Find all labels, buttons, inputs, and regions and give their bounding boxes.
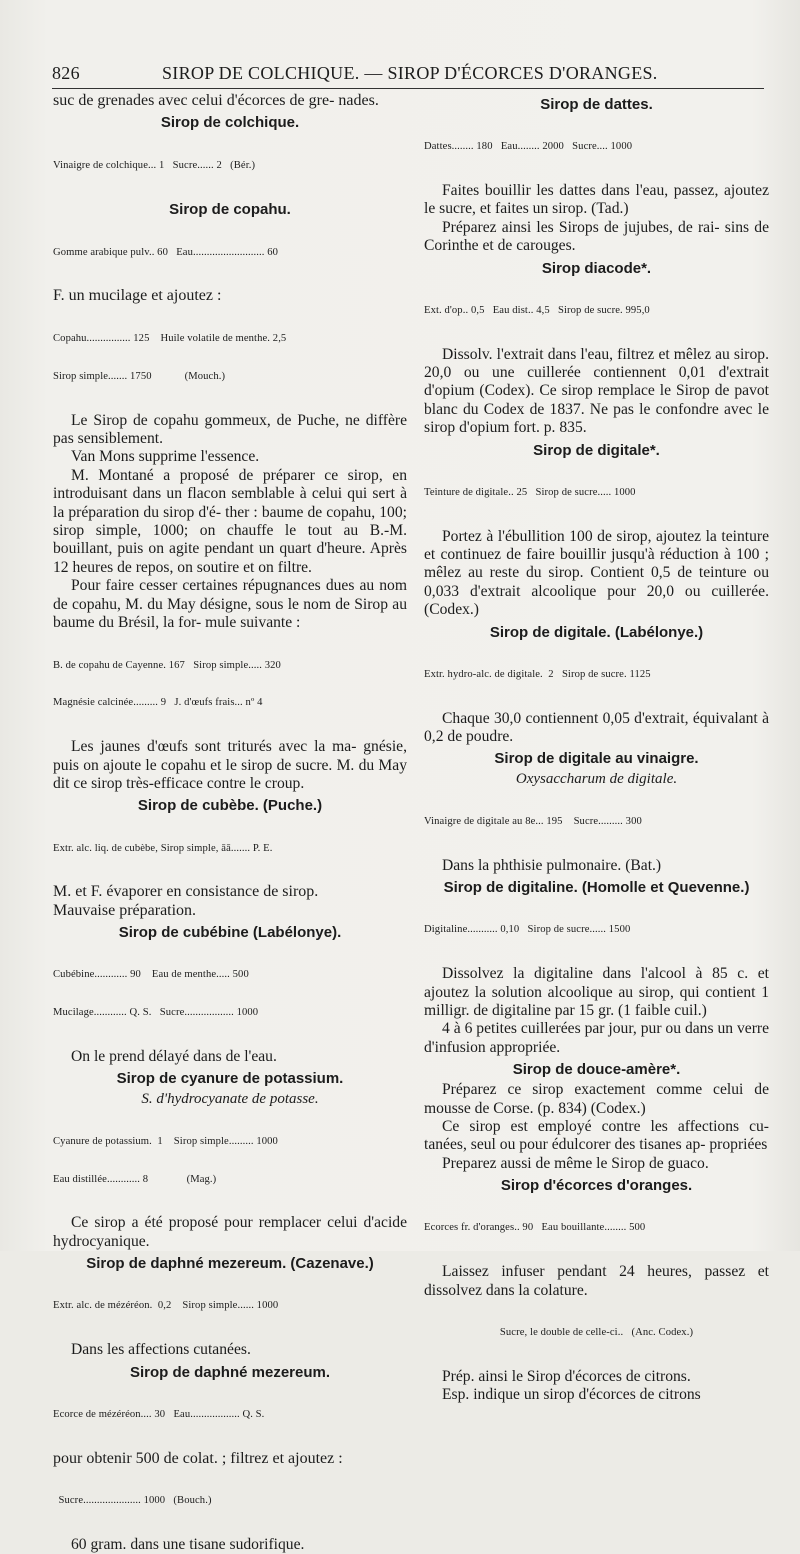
paragraph: M. Montané a proposé de préparer ce sirop, en introduisant dans un flacon semblable à celui qui sert à la préparation du sirop d'é- ther : baume de copahu, 100; sirop simple, 1000; on chauffe le tout au B.-M. bouillant, puis on agite pendant un quart d'heure. Après 12 heures de repos, on soutire et on filtre. [53,466,407,576]
paragraph: Les jaunes d'œufs sont triturés avec la ma- gnésie, puis on ajoute le copahu et le sirop de sucre. M. du May dit ce sirop très-efficace contre le croup. [53,738,407,792]
section-heading: Sirop de daphné mezereum. (Cazenave.) [86,1255,374,1273]
paragraph: Esp. indique un sirop d'écorces de citrons [442,1386,701,1404]
recipe-colchique [53,134,407,197]
recipe-line: Ecorce de mézéréon.... 30 Eau.................. Q. S. [53,1408,265,1420]
paragraph: Ce sirop a été proposé pour remplacer celui d'acide hydrocyanique. [53,1214,407,1250]
recipe-line: B. de copahu de Cayenne. 167 Sirop simple..... 320 [53,659,281,671]
section-heading: Sirop de cubébine (Labélonye). [118,924,342,942]
paragraph: Dans les affections cutanées. [71,1341,251,1359]
paragraph: Preparez aussi de même le Sirop de guaco. [442,1154,709,1172]
paragraph: Dissolvez la digitaline dans l'alcool à 85 c. et ajoutez la solution alcoolique au sirop, qui contient 1 milligr. de digitaline par 15 gr. (1 faible cuil.) [424,965,769,1019]
recipe-cyanure [53,1111,407,1212]
recipe-line: Sucre..................... 1000 (Bouch.) [53,1495,212,1507]
paragraph: Le Sirop de copahu gommeux, de Puche, ne diffère pas sensiblement. [53,411,407,447]
recipe-digitaline [424,899,769,962]
recipe-digitale [424,462,769,525]
section-heading: Sirop de digitaline. (Homolle et Quevenne.) [443,879,750,897]
recipe-line: Sirop simple....... 1750 (Mouch.) [53,370,226,382]
recipe-daphne-3 [53,1470,407,1533]
page-number: 826 [52,63,80,83]
section-heading: Sirop de cubèbe. (Puche.) [137,797,323,815]
section-heading: Sirop de digitale. (Labélonye.) [489,623,704,641]
recipe-cubebe [53,817,407,880]
recipe-line: Copahu................ 125 Huile volatile de menthe. 2,5 [53,332,287,344]
section-heading: Sirop diacode*. [541,259,652,277]
recipe-line: Extr. alc. liq. de cubèbe, Sirop simple, āā....... P. E. [53,842,273,854]
section-heading: Sirop de copahu. [169,201,291,219]
section-heading: Sirop de dattes. [540,96,653,113]
section-subheading: S. d'hydrocyanate de potasse. [141,1091,319,1108]
recipe-line: Eau distillée............ 8 (Mag.) [53,1173,217,1185]
recipe-daphne-2 [53,1384,407,1447]
recipe-line: Sucre, le double de celle-ci.. (Anc. Codex.) [499,1327,694,1339]
recipe-vinaigre [424,791,769,854]
recipe-line: Dattes........ 180 Eau........ 2000 Sucre.... 1000 [424,141,633,153]
paragraph: On le prend délayé dans de l'eau. [71,1047,277,1065]
paragraph: 60 gram. dans une tisane sudorifique. [71,1535,305,1553]
running-title: SIROP DE COLCHIQUE. — SIROP D'ÉCORCES D'ORANGES. [162,63,658,83]
recipe-line: Cyanure de potassium. 1 Sirop simple......... 1000 [53,1135,278,1147]
paragraph: Van Mons supprime l'essence. [71,448,260,466]
recipe-line: Gomme arabique pulv.. 60 Eau.......................... 60 [53,246,278,258]
section-heading: Sirop de daphné mezereum. [129,1363,331,1381]
recipe-line: Digitaline........... 0,10 Sirop de sucre...... 1500 [424,924,631,936]
section-heading: Sirop de douce-amère*. [512,1061,681,1079]
recipe-diacode [424,280,769,343]
section-heading: Sirop de digitale*. [533,441,660,459]
recipe-digitale-labelonye [424,644,769,707]
recipe-line: Ext. d'op.. 0,5 Eau dist.. 4,5 Sirop de sucre. 995,0 [424,304,650,316]
paragraph: Chaque 30,0 contiennent 0,05 d'extrait, équivalant à 0,2 de poudre. [424,709,769,745]
recipe-copahu-1 [53,221,407,284]
recipe-copahu-2 [53,308,407,409]
paragraph: Portez à l'ébullition 100 de sirop, ajoutez la teinture et continuez de faire bouillir jusqu'à réduction à 100 ; mêlez au reste du sirop. Contient 0,5 de teinture ou 0,033 d'extrait alcoolique pour 20,0 ou cuillerée. (Codex.) [424,527,769,619]
recipe-dattes [424,116,769,179]
paragraph: pour obtenir 500 de colat. ; filtrez et ajoutez : [53,1449,343,1467]
paragraph: Laissez infuser pendant 24 heures, passez et dissolvez dans la colature. [424,1263,769,1299]
paragraph: Prép. ainsi le Sirop d'écorces de citrons. [442,1367,691,1385]
section-heading: Sirop de digitale au vinaigre. [494,750,699,768]
recipe-line: Extr. alc. de mézéréon. 0,2 Sirop simple...... 1000 [53,1300,279,1312]
recipe-cubebine [53,944,407,1045]
page-header [52,63,764,85]
paragraph: Pour faire cesser certaines répugnances dues au nom de copahu, M. du May désigne, sous le nom de Sirop au baume du Brésil, la for- mule suivante : [53,577,407,631]
paragraph: suc de grenades avec celui d'écorces de gre- nades. [53,92,379,109]
paragraph: Mauvaise préparation. [53,901,197,919]
paragraph: Dissolv. l'extrait dans l'eau, filtrez et mêlez au sirop. 20,0 ou une cuillerée contiennent 0,01 d'extrait d'opium (Codex). Ce sirop remplace le Sirop de pavot blanc du Codex de 1837. Ne pas le confondre avec le sirop d'opium fort. p. 835. [424,345,769,437]
recipe-line: Teinture de digitale.. 25 Sirop de sucre..... 1000 [424,486,636,498]
recipe-line: Extr. hydro-alc. de digitale. 2 Sirop de sucre. 1125 [424,668,651,680]
recipe-line: Mucilage............ Q. S. Sucre.................. 1000 [53,1007,259,1019]
recipe-oranges-2 [424,1302,769,1365]
right-column [424,92,769,1405]
paragraph: Ce sirop est employé contre les affections cu- tanées, seul ou pour édulcorer des tisanes ap- propriées [424,1117,769,1154]
section-heading: Sirop de cyanure de potassium. [116,1070,344,1088]
left-column [53,92,407,1554]
paragraph: 4 à 6 petites cuillerées par jour, pur ou dans un verre d'infusion appropriée. [424,1020,769,1056]
recipe-copahu-3 [53,634,407,735]
recipe-line: Vinaigre de digitale au 8e... 195 Sucre......... 300 [424,815,642,827]
recipe-line: Cubébine............ 90 Eau de menthe..... 500 [53,969,249,981]
section-subheading: Oxysaccharum de digitale. [515,771,678,788]
section-heading: Sirop d'écorces d'oranges. [500,1177,693,1195]
recipe-daphne-1 [53,1275,407,1338]
paragraph: Dans la phthisie pulmonaire. (Bat.) [442,856,662,874]
section-heading: Sirop de colchique. [160,114,300,132]
paragraph: Préparez ce sirop exactement comme celui de mousse de Corse. (p. 834) (Codex.) [424,1081,769,1117]
paragraph: Préparez ainsi les Sirops de jujubes, de rai- sins de Corinthe et de carouges. [424,218,769,255]
recipe-line: Ecorces fr. d'oranges.. 90 Eau bouillante........ 500 [424,1222,646,1234]
header-rule [52,88,764,89]
recipe-line: Magnésie calcinée......... 9 J. d'œufs frais... nº 4 [53,697,263,709]
recipe-line: Vinaigre de colchique... 1 Sucre...... 2 (Bér.) [53,159,256,171]
paragraph: M. et F. évaporer en consistance de sirop. [53,883,319,901]
paragraph: Faites bouillir les dattes dans l'eau, passez, ajoutez le sucre, et faites un sirop. (Tad.) [424,181,769,218]
paragraph: F. un mucilage et ajoutez : [53,287,222,305]
